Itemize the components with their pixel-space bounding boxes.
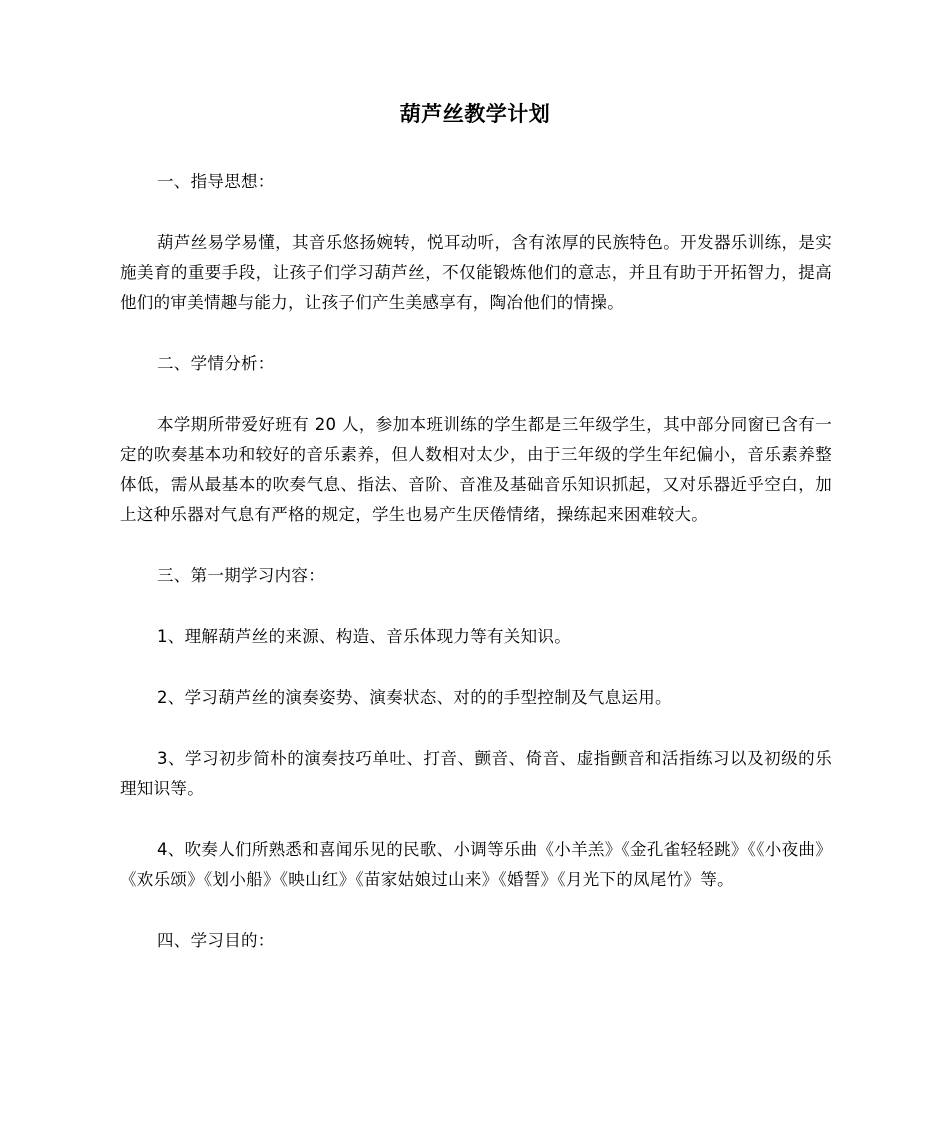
- section-heading-student-analysis: 二、学情分析：: [157, 354, 275, 373]
- paragraph-student-analysis: 本学期所带爱好班有 20 人，参加本班训练的学生都是三年级学生，其中部分同窗已含有一定的吹奏基本功和较好的音乐素养，但人数相对太少，由于三年级的学生年纪偏小，音乐素养整体低，需从最基本的吹奏气息、指法、音阶、音准及基础音乐知识抓起，又对乐器近乎空白，加上这种乐器对气息有严格的规定，学生也易产生厌倦情绪，操练起来困难较大。: [120, 415, 832, 524]
- list-item-content-2: 2、学习葫芦丝的演奏姿势、演奏状态、对的的手型控制及气息运用。: [157, 688, 672, 707]
- list-item-content-4: 4、吹奏人们所熟悉和喜闻乐见的民歌、小调等乐曲《小羊羔》《金孔雀轻轻跳》《《小夜曲》《欢乐颂》《划小船》《映山红》《苗家姑娘过山来》《婚誓》《月光下的凤尾竹》等。: [120, 840, 832, 889]
- paragraph-guiding-ideology: 葫芦丝易学易懂，其音乐悠扬婉转，悦耳动听，含有浓厚的民族特色。开发器乐训练，是实施美育的重要手段，让孩子们学习葫芦丝，不仅能锻炼他们的意志，并且有助于开拓智力，提高他们的审美情趣与能力，让孩子们产生美感享有，陶冶他们的情操。: [120, 233, 832, 312]
- section-heading-guiding-ideology: 一、指导思想：: [157, 172, 275, 191]
- document-title: 葫芦丝教学计划: [399, 102, 551, 126]
- section-heading-learning-content: 三、第一期学习内容：: [157, 566, 325, 585]
- list-item-content-1: 1、理解葫芦丝的来源、构造、音乐体现力等有关知识。: [157, 627, 571, 646]
- document-body: [120, 167, 832, 987]
- section-heading-learning-goals: 四、学习目的：: [157, 931, 275, 950]
- list-item-content-3: 3、学习初步简朴的演奏技巧单吐、打音、颤音、倚音、虚指颤音和活指练习以及初级的乐理知识等。: [120, 749, 832, 798]
